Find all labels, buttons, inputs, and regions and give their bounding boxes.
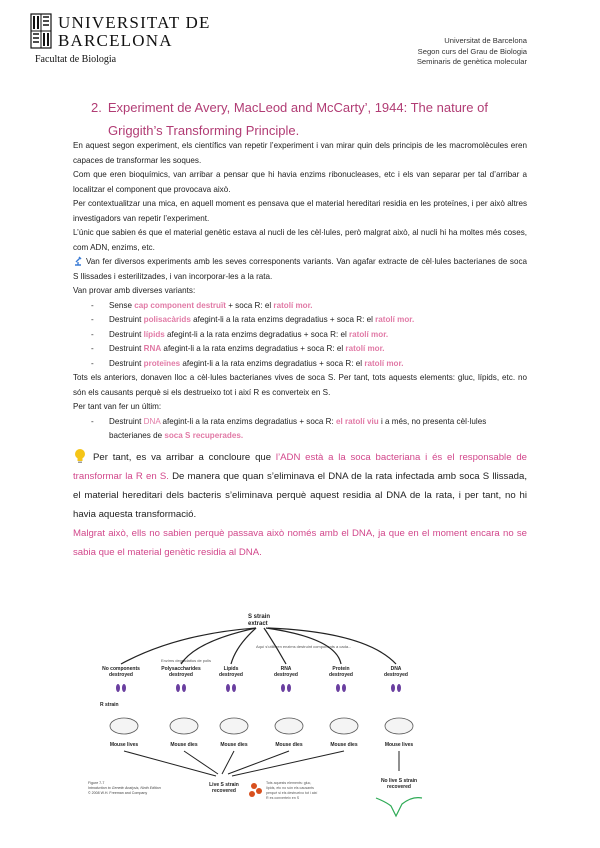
variant-item-dna: - Destruint DNA afegint-li a la rata enzims degradatius + soca R: el ratolí viu i a més, no presenta cèl·lules bacterianes de soca S recuperades. (91, 416, 487, 440)
after-paragraph-1: Tots els anteriors, donaven lloc a cèl·lules bacterianes vives de soca S. Per tant, tots aquests elements: gluc, lípids, etc. no són els causants perquè si els destrueixo tot i així R es converteix en S. (73, 373, 527, 397)
fig-caption-2: Introduction to Genetic Analysis, Ninth Edition (88, 786, 161, 790)
fig-nolive-2: recovered (387, 784, 411, 790)
fig-note-top: Aquí s’utilitzen enzims destruint components a cada... (256, 644, 352, 649)
fig-handnote-1: Tots aquests elements: gluc, (266, 781, 312, 785)
variant-highlight: polisacàrids (143, 315, 191, 324)
fig-nolive-1: No live S strain (380, 778, 418, 784)
fig-col-2-l2: destroyed (169, 672, 193, 678)
variant-result: ratolí mor. (273, 300, 313, 310)
experiment-figure (86, 606, 526, 828)
header-line-1: Universitat de Barcelona (444, 36, 527, 45)
title-line-2: Griggith’s Transforming Principle. (108, 123, 300, 138)
fig-col-4-l1: RNA (280, 666, 292, 672)
fig-col-1-l1: No components (102, 666, 140, 672)
fig-result-6: Mouse lives (384, 742, 414, 748)
fig-col-6-l1: DNA (390, 666, 402, 672)
fig-live-1: Live S strain (209, 782, 239, 788)
variant-item: - Destruint polisacàrids afegint-li a la rata enzims degradatius + soca R: el ratolí mor. (91, 315, 415, 324)
fig-note-enzyme: Enzims degradatius de polis (161, 658, 212, 663)
fig-col-6-l2: destroyed (384, 672, 408, 678)
paragraph-1: En aquest segon experiment, els científics van repetir l’experiment i van mirar quin dels principis de les macromolècules eren capaces de transformar les soques. (73, 141, 527, 165)
fig-result-5: Mouse dies (330, 742, 358, 748)
fig-col-5-l2: destroyed (329, 672, 353, 678)
logo-line-1: UNIVERSITAT DE (58, 13, 211, 32)
microscope-icon (73, 255, 83, 266)
fig-col-3-l1: Lipids (223, 666, 239, 672)
variant-item: - Destruint RNA afegint-li a la rata enzims degradatius + soca R: el ratolí mor. (91, 344, 385, 353)
after-paragraph-2: Per tant van fer un últim: (73, 402, 162, 411)
paragraph-2: Com que eren bioquímics, van arribar a pensar que hi havia enzims ribonucleases, etc i els van separar per tal d’arribar a localitzar el component que provocava això. (73, 170, 527, 194)
fig-top-label-2: extract (248, 621, 268, 627)
paragraph-5 (73, 255, 527, 284)
variant-item: - Destruint lípids afegint-li a la rata enzims degradatius + soca R: el ratolí mor. (91, 329, 389, 339)
fig-result-1: Mouse lives (109, 742, 139, 748)
dna-highlight: DNA (143, 416, 161, 426)
fig-result-2: Mouse dies (170, 742, 198, 748)
fig-result-3: Mouse dies (220, 742, 248, 748)
variant-item: - Destruint proteïnes afegint-li a la rata enzims degradatius + soca R: el ratolí mor. (91, 358, 404, 368)
variant-result: ratolí mor. (349, 329, 389, 339)
variant-highlight: lípids (143, 329, 165, 339)
variant-item: - Sense cap component destruït + soca R: el ratolí mor. (91, 300, 313, 310)
fig-caption-3: © 2008 W.H. Freeman and Company (88, 791, 148, 795)
fig-handnote-3: perquè si els destrueixo tot i així (266, 791, 318, 795)
university-logo (30, 13, 211, 68)
header-line-3: Seminaris de genètica molecular (416, 57, 527, 66)
fig-handnote-4: R es converteix en S (266, 796, 300, 800)
fig-caption-1: Figure 7-7 (88, 781, 105, 785)
fig-col-5-l1: Protein (332, 666, 350, 672)
paragraph-6: Van provar amb diverses variants: (73, 286, 196, 295)
fig-col-1-l2: destroyed (109, 672, 133, 678)
section-title (91, 96, 527, 142)
fig-live-2: recovered (212, 788, 236, 794)
logo-line-2: BARCELONA (58, 31, 173, 50)
dna-result: el ratolí viu (335, 416, 379, 426)
variant-highlight: cap component destruït (134, 300, 226, 310)
document-header (417, 36, 527, 68)
title-line-1: Experiment de Avery, MacLeod and McCarty’, 1944: The nature of (107, 100, 488, 115)
fig-top-label-1: S strain (248, 614, 271, 620)
variant-result: ratolí mor. (345, 344, 385, 353)
section-number: 2. (91, 100, 102, 115)
document-body (73, 139, 527, 562)
fig-handnote-2: lípids, etc no són els causants (266, 786, 314, 790)
fig-result-4: Mouse dies (275, 742, 303, 748)
conclusion-highlight: l’ADN està a la soca bacteriana i és el responsable de transformar la R en S. (73, 451, 527, 482)
variant-result: ratolí mor. (375, 315, 415, 324)
paragraph-3: Per contextualitzar una mica, en aquell moment es pensava que el material hereditari residia en les proteïnes, i per això altres investigadors van repetir l’experiment. (73, 199, 527, 223)
lightbulb-icon (73, 448, 87, 464)
fig-col-4-l2: destroyed (274, 672, 298, 678)
university-crest-icon (30, 13, 52, 49)
final-paragraph: Malgrat això, ells no sabien perquè passava això només amb el DNA, ja que en el moment encara no se sabia que el material genètic residia al DNA. (73, 527, 527, 558)
fig-col-3-l2: destroyed (219, 672, 243, 678)
fig-r-strain: R strain (100, 702, 119, 708)
fig-col-2-l1: Polysaccharides (161, 666, 201, 672)
dna-recovered: soca S recuperades. (164, 431, 244, 440)
variant-highlight: proteïnes (143, 358, 181, 368)
faculty-name: Facultat de Biologia (35, 54, 117, 65)
paragraph-4: L’únic que sabien és que el material genètic estava al nucli de les cèl·lules, però malgrat això, al nucli hi ha moltes més coses, com ADN, enzims, etc. (73, 228, 527, 252)
header-line-2: Segon curs del Grau de Biologia (417, 46, 527, 56)
paragraph-5-text: Van fer diversos experiments amb les seves corresponents variants. Van agafar extracte de cèl·lules bacterianes de soca S llissades i esterilitzades, i van incorporar-les a la rata. (73, 257, 527, 281)
variant-highlight: RNA (143, 344, 162, 353)
variant-result: ratolí mor. (364, 358, 404, 368)
conclusion-paragraph: Per tant, es va arribar a concloure que l’ADN està a la soca bacteriana i és el responsable de transformar la R en S. De manera que quan s’eliminava el DNA de la rata infectada amb soca S llissada, el material hereditari dels bacteris s’eliminava perquè aquest residia al DNA de la rata, i per tant, no hi havia aquesta transformació. (73, 448, 527, 524)
